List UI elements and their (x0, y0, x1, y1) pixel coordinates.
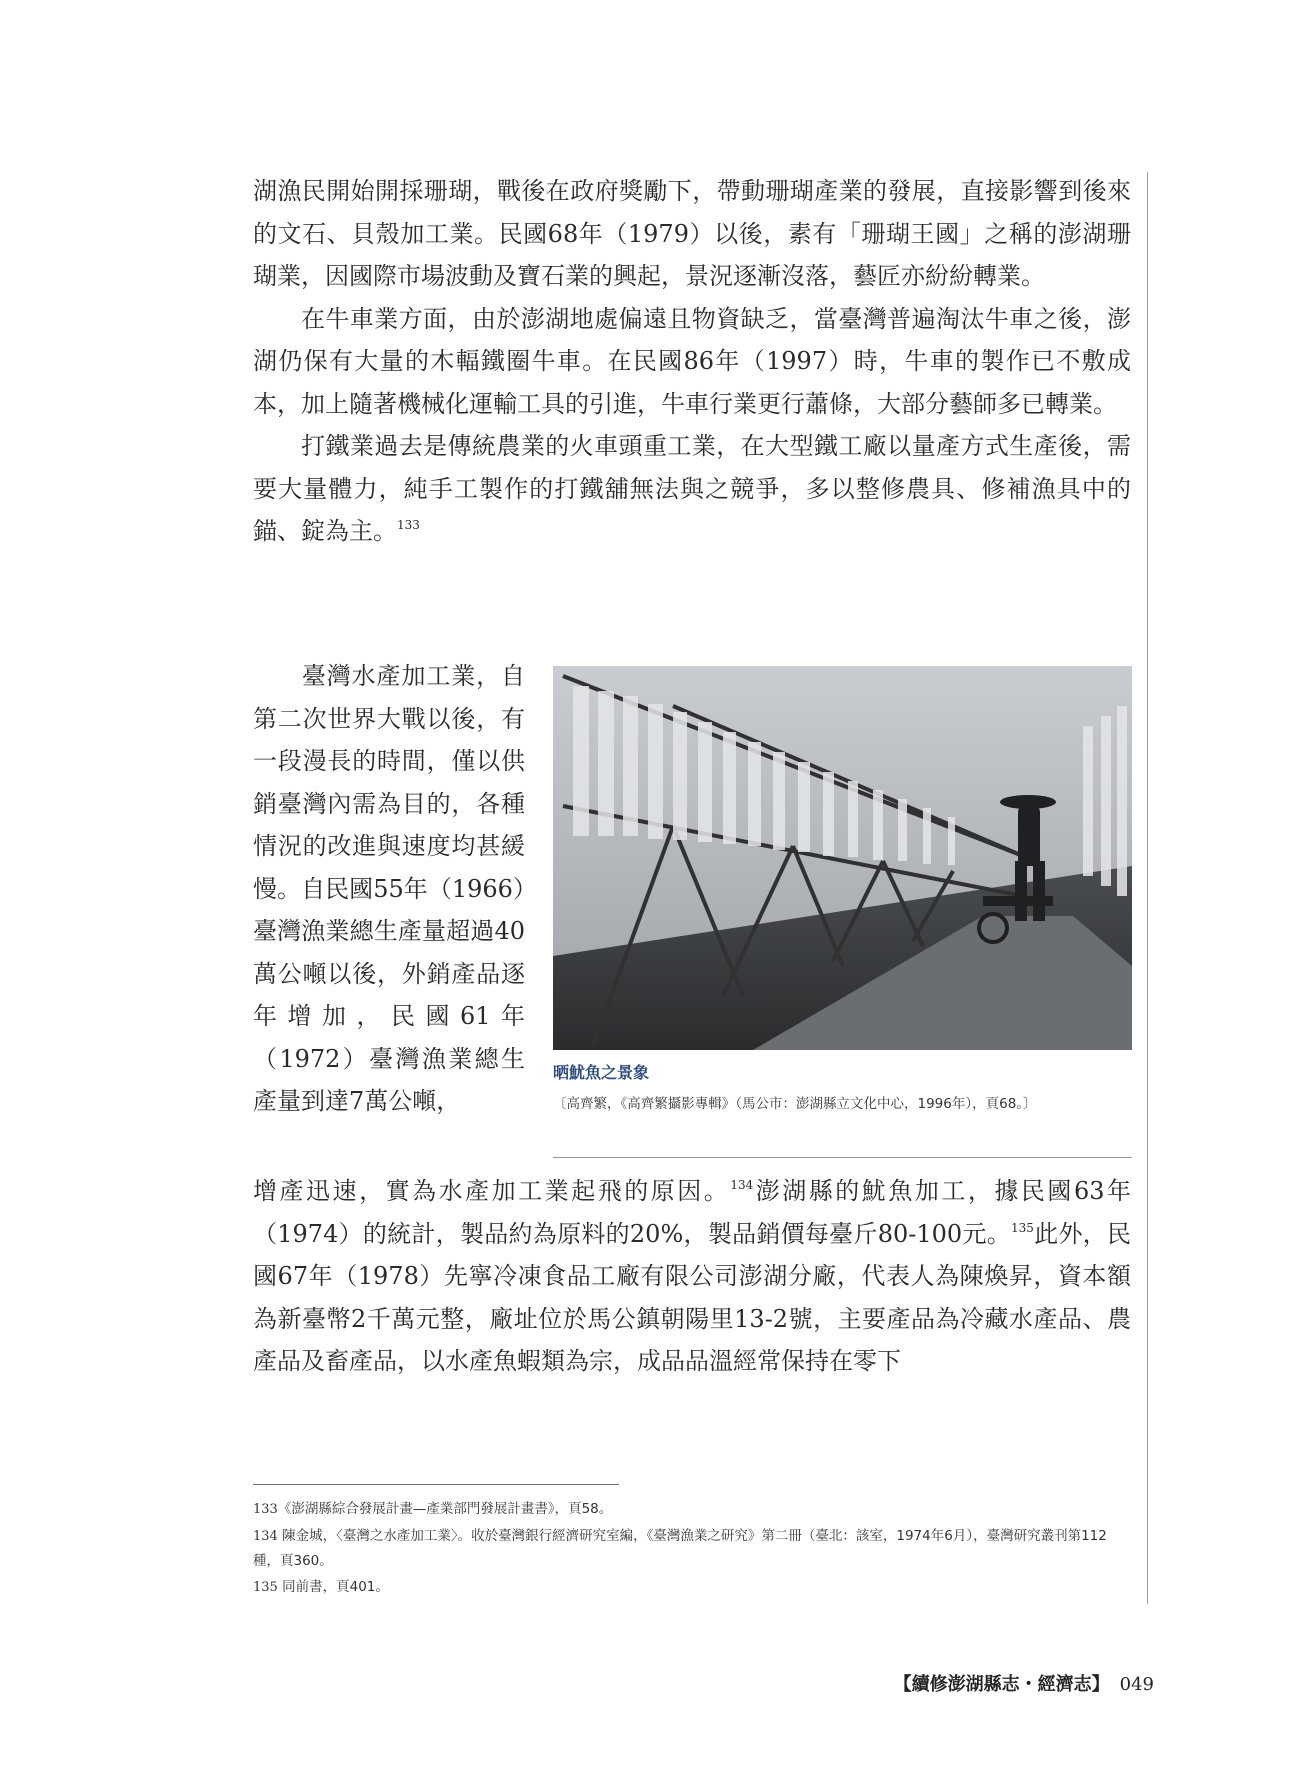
caption-divider (553, 1157, 1132, 1158)
footnote-number: 134 (253, 1529, 278, 1544)
main-text-top (253, 170, 1131, 553)
seafood-text-b: 澎湖縣的魷魚加工，據民國63年（1974）的統計，製品約為原料的20%，製品銷價每臺斤80-100元。 (253, 1177, 1131, 1248)
footnote-135 (253, 1575, 1133, 1600)
footnote-text: 陳金城，〈臺灣之水產加工業〉。收於臺灣銀行經濟研究室編，《臺灣漁業之研究》第二冊（臺北：該室，1974年6月），臺灣研究叢刊第112種，頁360。 (253, 1528, 1107, 1569)
right-margin-rule (1147, 172, 1148, 1604)
footnote-number: 135 (253, 1580, 278, 1595)
footnote-134 (253, 1524, 1133, 1573)
paragraph-seafood-wrap (253, 655, 525, 1123)
main-text-bottom (253, 1170, 1131, 1383)
footnote-divider (253, 1484, 619, 1485)
paragraph-blacksmith (253, 425, 1131, 553)
footnote-ref-135[interactable]: 135 (1011, 1220, 1034, 1235)
footnote-ref-134[interactable]: 134 (730, 1178, 754, 1192)
footer-book-title: 【續修澎湖縣志・經濟志】 (893, 1674, 1110, 1695)
squid-drying-photo-image (553, 666, 1132, 1050)
footnote-133 (253, 1497, 1133, 1522)
footnotes (253, 1497, 1133, 1602)
paragraph-seafood-wrap-text: 臺灣水產加工業，自第二次世界大戰以後，有一段漫長的時間，僅以供銷臺灣內需為目的，各種情況的改進與速度均甚緩慢。自民國55年（1966）臺灣漁業總生產量超過40萬公噸以後，外銷產品逐年增加，民國61年（1972）臺灣漁業總生產量到達7萬公噸， (253, 662, 525, 1115)
footnote-text: 同前書，頁401。 (282, 1579, 389, 1595)
footnote-text: 《澎湖縣綜合發展計畫—產業部門發展計畫書》，頁58。 (277, 1501, 613, 1517)
paragraph-oxcart: 在牛車業方面，由於澎湖地處偏遠且物資缺乏，當臺灣普遍淘汰牛車之後，澎湖仍保有大量的木輻鐵圈牛車。在民國86年（1997）時，牛車的製作已不敷成本，加上隨著機械化運輸工具的引進，牛車行業更行蕭條，大部分藝師多已轉業。 (253, 304, 1131, 418)
footnote-ref-133[interactable]: 133 (397, 518, 420, 532)
page-number: 049 (1119, 1674, 1154, 1695)
page-footer (894, 1670, 1154, 1696)
photo-caption-title: 晒魷魚之景象 (553, 1063, 650, 1082)
photo-caption-source: 〔高齊繁，《高齊繁攝影專輯》（馬公市：澎湖縣立文化中心，1996年），頁68。〕 (553, 1096, 1037, 1112)
paragraph-coral: 湖漁民開始開採珊瑚，戰後在政府獎勵下，帶動珊瑚產業的發展，直接影響到後來的文石、貝殼加工業。民國68年（1979）以後，素有「珊瑚王國」之稱的澎湖珊瑚業，因國際市場波動及寶石業的興起，景況逐漸沒落，藝匠亦紛紛轉業。 (253, 177, 1131, 290)
squid-drying-photo (553, 666, 1132, 1050)
paragraph-seafood-continued (253, 1170, 1131, 1383)
seafood-text-c: 此外，民國67年（1978）先寧冷凍食品工廠有限公司澎湖分廠，代表人為陳煥昇，資本額為新臺幣2千萬元整，廠址位於馬公鎮朝陽里13-2號，主要產品為冷藏水產品、農產品及畜產品，以水產魚蝦類為宗，成品品溫經常保持在零下 (253, 1219, 1131, 1375)
paragraph-blacksmith-text: 打鐵業過去是傳統農業的火車頭重工業，在大型鐵工廠以量產方式生產後，需要大量體力，純手工製作的打鐵舖無法與之競爭，多以整修農具、修補漁具中的錨、錠為主。 (253, 432, 1131, 545)
footnote-number: 133 (253, 1502, 278, 1517)
seafood-text-a: 增產迅速，實為水產加工業起飛的原因。 (253, 1177, 731, 1205)
